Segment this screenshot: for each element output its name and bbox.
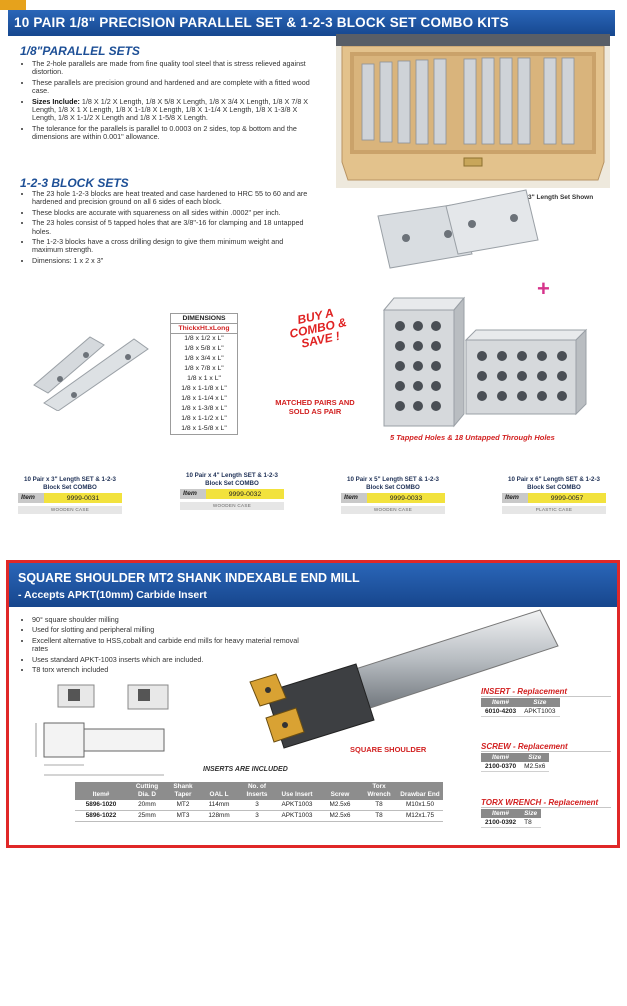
spec-row (75, 800, 443, 811)
wooden-case-image (336, 34, 610, 188)
dimensions-subheader: ThickxHt.xLong (171, 324, 237, 334)
parallel-bullets (20, 60, 316, 144)
block-bullets (20, 190, 316, 267)
cell: 6010-4203 (481, 707, 520, 717)
screw-replacement-title: SCREW - Replacement (481, 742, 611, 752)
page-banner: 10 PAIR 1/8" PRECISION PARALLEL SET & 1-2-3 BLOCK SET COMBO KITS (8, 10, 615, 36)
dimension-row: 1/8 x 1-1/8 x L" (181, 385, 227, 392)
spec-cell: MT2 (167, 800, 199, 811)
holes-caption: 5 Tapped Holes & 18 Untapped Through Holes (390, 433, 555, 442)
dimension-row: 1/8 x 1-1/4 x L" (181, 395, 227, 402)
spec-col-header: Screw (319, 782, 361, 800)
parallel-pair-image (368, 188, 590, 274)
matched-pairs-caption: MATCHED PAIRS AND SOLD AS PAIR (275, 398, 355, 416)
spec-cell: M12x1.75 (397, 811, 443, 822)
set-item-line (18, 493, 122, 503)
set-title: 10 Pair x 4" Length SET & 1-2-3 Block Set COMBO (186, 472, 278, 487)
cell: 2100-0370 (481, 762, 520, 772)
inserts-included-label: INSERTS ARE INCLUDED (203, 766, 288, 773)
case-type: WOODEN CASE (341, 506, 445, 514)
endmill-bullet: • T8 torx wrench included (32, 666, 312, 674)
spec-cell: APKT1003 (275, 800, 319, 811)
block-bullet: • The 23 hole 1-2-3 blocks are heat treated and case hardened to HRC 55 to 60 and are hardened and precision ground on all 6 sides of each block. (32, 190, 316, 207)
set-card (341, 476, 445, 514)
set-item-line (502, 493, 606, 503)
spec-col-header: No. of Inserts (239, 782, 275, 800)
cell: T8 (520, 818, 541, 828)
col-header: Size (520, 698, 559, 707)
spec-col-header: Drawbar End (397, 782, 443, 800)
endmill-diagram (28, 683, 196, 781)
spec-cell: APKT1003 (275, 811, 319, 822)
buy-combo-callout: BUY A COMBO & SAVE ! (288, 305, 348, 351)
spec-row (75, 811, 443, 822)
parallel-bullet: • Sizes Include: 1/8 X 1/2 X Length, 1/8 X 5/8 X Length, 1/8 X 3/4 X Length, 1/8 X 7/8 X Length, 1/8 X 1 X Length, 1/8 X 1-1/8 X Length, 1/8 X 1-1/4 X Length, 1/8 X 1-3/8 X Length, 1/8 X 1-1/2 X Length and 1/8 X 1-5/8 X Length. (32, 98, 316, 123)
torx-replacement (481, 798, 611, 828)
spec-col-header: Item# (75, 782, 127, 800)
set-title: 10 Pair x 3" Length SET & 1-2-3 Block Set COMBO (24, 476, 116, 491)
col-header: Item# (481, 753, 520, 762)
spec-cell: MT3 (167, 811, 199, 822)
block-bullet: • These blocks are accurate with squareness on all sides within .0002" per inch. (32, 209, 316, 217)
endmill-bullet: • 90° square shoulder milling (32, 616, 312, 624)
insert-replacement (481, 687, 611, 717)
spec-col-header: Use Insert (275, 782, 319, 800)
case-type: WOODEN CASE (180, 502, 284, 510)
screw-replacement (481, 742, 611, 772)
dimension-row: 1/8 x 1-5/8 x L" (181, 425, 227, 432)
item-number: 9999-0031 (66, 494, 100, 502)
item-label: Item (341, 493, 367, 503)
spec-cell: 128mm (199, 811, 239, 822)
col-header: Item# (481, 809, 520, 818)
item-number: 9999-0032 (228, 490, 262, 498)
endmill-subtitle: - Accepts APKT(10mm) Carbide Insert (18, 589, 207, 601)
item-number: 9999-0057 (550, 494, 584, 502)
endmill-bullet: • Excellent alternative to HSS,cobalt and carbide end mills for heavy material removal rates (32, 637, 312, 654)
spec-cell: 114mm (199, 800, 239, 811)
endmill-banner (9, 563, 617, 607)
set-card (18, 476, 122, 514)
spec-cell: T8 (361, 811, 397, 822)
set-card (180, 472, 284, 510)
block-sets-title: 1-2-3 BLOCK SETS (20, 176, 129, 190)
parallel-bullet: • The 2-hole parallels are made from fine quality tool steel that is stress relieved against distortion. (32, 60, 316, 77)
block-bullet: • The 1-2-3 blocks have a cross drilling design to give them minimum weight and maximum strength. (32, 238, 316, 255)
cell: M2.5x6 (520, 762, 549, 772)
dimension-row: 1/8 x 5/8 x L" (184, 345, 224, 352)
length-shown-caption: 3" Length Set Shown (528, 194, 594, 201)
spec-cell: 5896-1020 (75, 800, 127, 811)
spec-cell: 3 (239, 800, 275, 811)
endmill-spec-table (75, 782, 443, 822)
spec-cell: M2.5x6 (319, 811, 361, 822)
block-bullet: • Dimensions: 1 x 2 x 3" (32, 257, 316, 265)
endmill-title: SQUARE SHOULDER MT2 SHANK INDEXABLE END MILL (18, 571, 360, 585)
set-card (502, 476, 606, 514)
endmill-bullet: • Uses standard APKT-1003 inserts which are included. (32, 656, 312, 664)
set-title: 10 Pair x 5" Length SET & 1-2-3 Block Set COMBO (347, 476, 439, 491)
cell: APKT1003 (520, 707, 559, 717)
block-set-image (380, 296, 590, 430)
dimensions-header: DIMENSIONS (171, 314, 237, 324)
dimension-row: 1/8 x 1 x L" (187, 375, 221, 382)
plus-icon: + (537, 276, 550, 301)
torx-replacement-table (481, 809, 541, 828)
square-shoulder-label: SQUARE SHOULDER (350, 745, 427, 754)
dimension-row: 1/8 x 1-1/2 x L" (181, 415, 227, 422)
dimension-row: 1/8 x 1-3/8 x L" (181, 405, 227, 412)
col-header: Item# (481, 698, 520, 707)
spec-col-header: Cutting Dia. D (127, 782, 167, 800)
small-parallels-image (30, 333, 154, 411)
set-title: 10 Pair x 6" Length SET & 1-2-3 Block Set COMBO (508, 476, 600, 491)
insert-replacement-title: INSERT - Replacement (481, 687, 611, 697)
spec-col-header: OAL L (199, 782, 239, 800)
spec-cell: 3 (239, 811, 275, 822)
item-label: Item (180, 489, 206, 499)
dimension-row: 1/8 x 7/8 x L" (184, 365, 224, 372)
item-label: Item (18, 493, 44, 503)
corner-tab (0, 0, 26, 10)
screw-replacement-table (481, 753, 549, 772)
spec-cell: M2.5x6 (319, 800, 361, 811)
spec-cell: 20mm (127, 800, 167, 811)
item-label: Item (502, 493, 528, 503)
dimensions-table (170, 313, 238, 435)
parallel-bullet: • The tolerance for the parallels is parallel to 0.0003 on 2 sides, top & bottom and the dimensions are within 0.001" allowance. (32, 125, 316, 142)
endmill-image (236, 602, 566, 752)
spec-header-row (75, 782, 443, 800)
case-type: PLASTIC CASE (502, 506, 606, 514)
spec-col-header: Torx Wrench (361, 782, 397, 800)
insert-replacement-table (481, 698, 560, 717)
spec-cell: 25mm (127, 811, 167, 822)
set-item-line (180, 489, 284, 499)
col-header: Size (520, 809, 541, 818)
endmill-bullet: • Used for slotting and peripheral milling (32, 626, 312, 634)
col-header: Size (520, 753, 549, 762)
parallel-sets-title: 1/8"PARALLEL SETS (20, 44, 140, 58)
torx-replacement-title: TORX WRENCH - Replacement (481, 798, 611, 808)
spec-cell: T8 (361, 800, 397, 811)
dimension-row: 1/8 x 3/4 x L" (184, 355, 224, 362)
spec-cell: M10x1.50 (397, 800, 443, 811)
case-type: WOODEN CASE (18, 506, 122, 514)
block-bullet: • The 23 holes consist of 5 tapped holes that are 3/8"-16 for clamping and 18 untapped holes. (32, 219, 316, 236)
set-item-line (341, 493, 445, 503)
cell: 2100-0392 (481, 818, 520, 828)
item-number: 9999-0033 (389, 494, 423, 502)
spec-col-header: Shank Taper (167, 782, 199, 800)
spec-cell: 5896-1022 (75, 811, 127, 822)
dimension-row: 1/8 x 1/2 x L" (184, 335, 224, 342)
parallel-bullet: • These parallels are precision ground and hardened and are complete with a fitted wood case. (32, 79, 316, 96)
